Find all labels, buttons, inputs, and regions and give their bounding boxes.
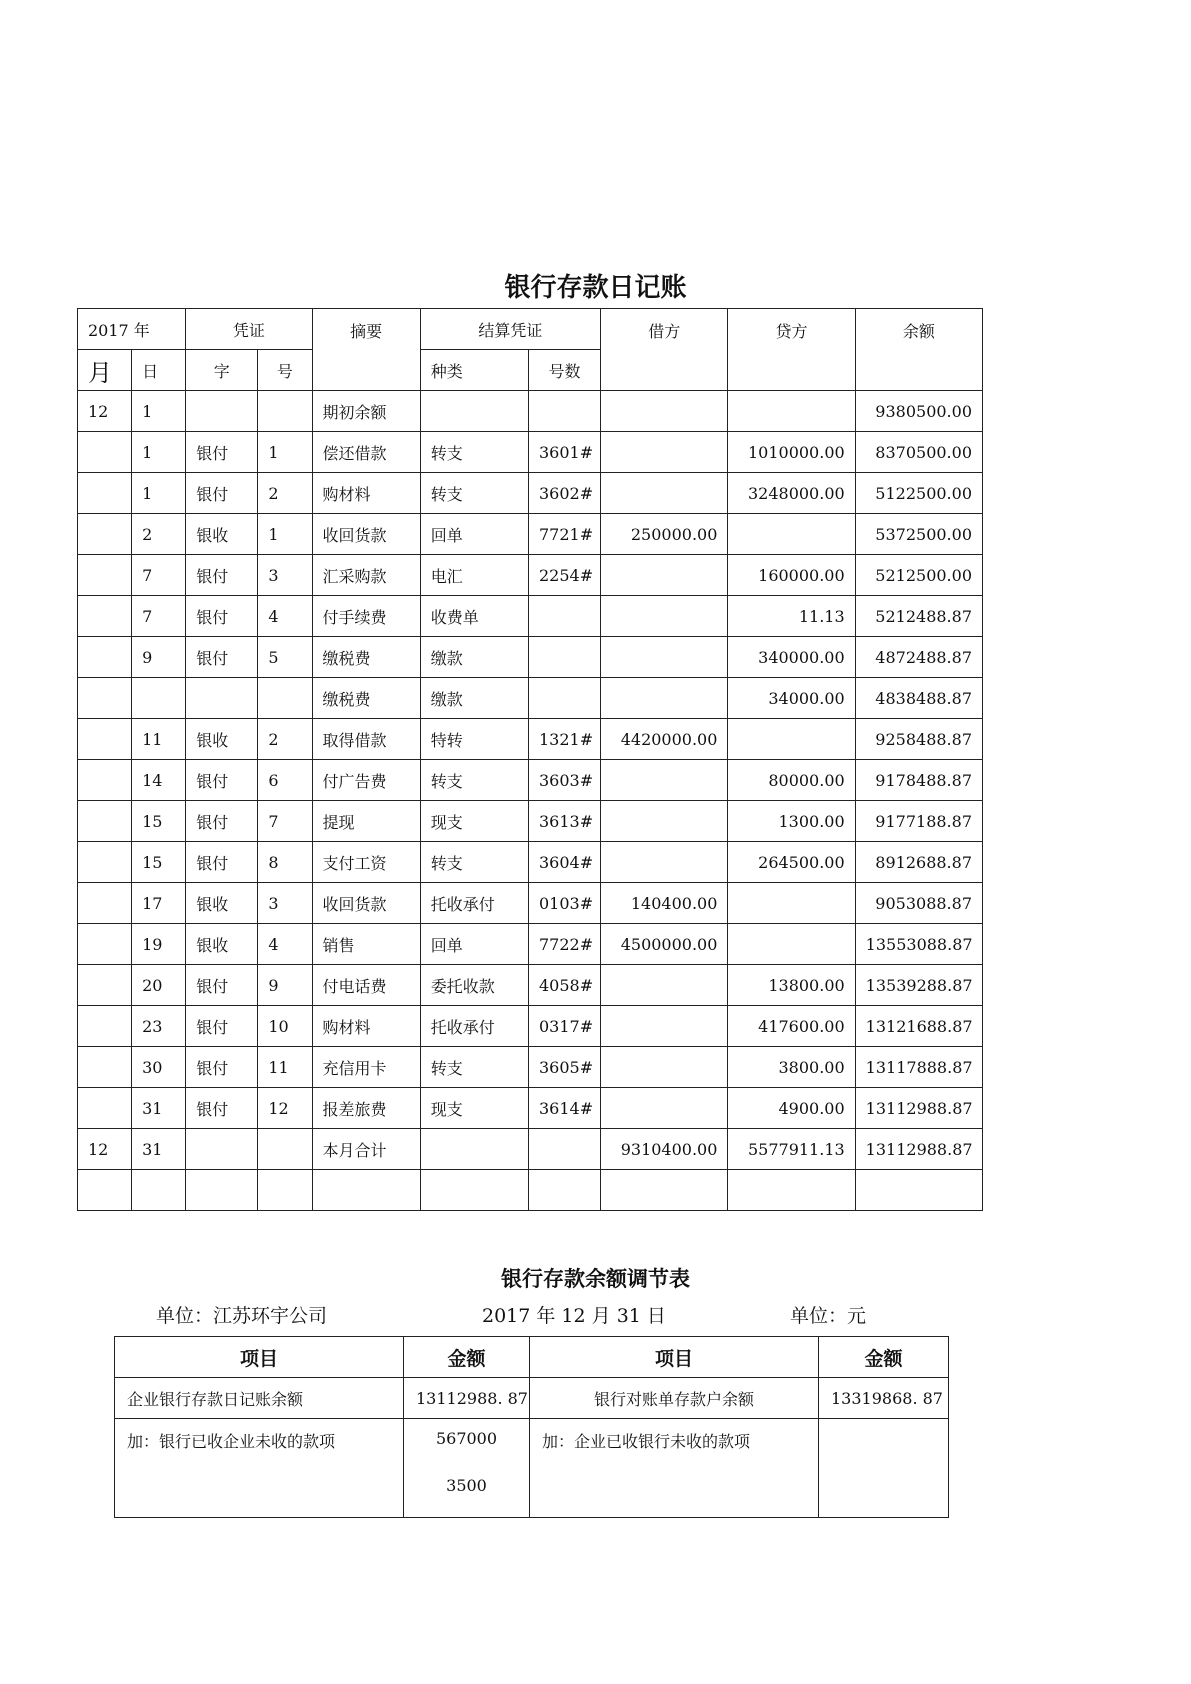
summary-header: 摘要 [312,309,420,391]
voucher-no-header: 号 [258,350,312,391]
credit-cell: 4900.00 [728,1088,855,1129]
credit-cell [728,924,855,965]
voucher-type-cell: 银收 [186,719,258,760]
balance-cell: 8370500.00 [855,432,982,473]
settlement-no-cell: 0317# [528,1006,600,1047]
voucher-type-cell: 银收 [186,514,258,555]
month-cell [78,924,132,965]
day-cell [132,1170,186,1211]
summary-cell: 付手续费 [312,596,420,637]
settlement-no-cell [528,1129,600,1170]
credit-cell [728,1170,855,1211]
summary-cell: 偿还借款 [312,432,420,473]
credit-cell [728,514,855,555]
credit-cell [728,883,855,924]
ledger-row [78,801,983,842]
ledger-row [78,1088,983,1129]
day-cell: 1 [132,432,186,473]
settlement-no-cell: 3602# [528,473,600,514]
settlement-kind-cell [420,391,528,432]
settlement-kind-cell [420,1129,528,1170]
day-cell [132,678,186,719]
month-cell [78,637,132,678]
bank-received-amounts [404,1419,530,1518]
settlement-no-cell: 3604# [528,842,600,883]
voucher-type-cell: 银收 [186,883,258,924]
voucher-no-cell: 1 [258,432,312,473]
ledger-header-row-1 [78,309,983,350]
debit-cell: 250000.00 [601,514,728,555]
statement-date: 2017 年 12 月 31 日 [482,1305,666,1327]
voucher-type-cell: 银收 [186,924,258,965]
voucher-type-cell: 银付 [186,965,258,1006]
summary-cell: 付电话费 [312,965,420,1006]
credit-header: 贷方 [728,309,855,391]
ledger-row [78,883,983,924]
debit-cell [601,555,728,596]
summary-cell: 销售 [312,924,420,965]
voucher-no-cell: 3 [258,883,312,924]
debit-cell [601,678,728,719]
voucher-no-cell: 5 [258,637,312,678]
voucher-type-header: 字 [186,350,258,391]
settlement-kind-cell: 现支 [420,801,528,842]
settlement-no-cell [528,596,600,637]
ledger-row [78,555,983,596]
summary-cell: 购材料 [312,473,420,514]
settlement-no-cell [528,1170,600,1211]
summary-cell: 购材料 [312,1006,420,1047]
ledger-row [78,760,983,801]
balance-cell: 9258488.87 [855,719,982,760]
voucher-no-cell [258,678,312,719]
summary-cell: 付广告费 [312,760,420,801]
debit-cell [601,473,728,514]
balance-cell: 5372500.00 [855,514,982,555]
voucher-header: 凭证 [186,309,312,350]
credit-cell [728,719,855,760]
balance-header: 余额 [855,309,982,391]
credit-cell: 80000.00 [728,760,855,801]
month-cell [78,678,132,719]
voucher-no-cell: 9 [258,965,312,1006]
settlement-kind-cell: 转支 [420,1047,528,1088]
day-header: 日 [132,350,186,391]
day-cell: 19 [132,924,186,965]
debit-cell [601,1006,728,1047]
month-cell [78,596,132,637]
month-cell [78,719,132,760]
credit-cell: 3248000.00 [728,473,855,514]
month-cell: 12 [78,391,132,432]
settlement-kind-cell: 委托收款 [420,965,528,1006]
voucher-no-cell: 10 [258,1006,312,1047]
settlement-no-cell: 4058# [528,965,600,1006]
summary-cell: 提现 [312,801,420,842]
settlement-no-cell: 3605# [528,1047,600,1088]
day-cell: 7 [132,555,186,596]
settlement-no-cell: 1321# [528,719,600,760]
book-balance-label: 企业银行存款日记账余额 [115,1378,404,1419]
balance-cell: 13117888.87 [855,1047,982,1088]
credit-cell: 160000.00 [728,555,855,596]
month-cell [78,1006,132,1047]
summary-cell: 汇采购款 [312,555,420,596]
settlement-no-cell [528,391,600,432]
ledger-row [78,596,983,637]
reconciliation-row-balances [115,1378,949,1419]
settlement-kind-cell: 缴款 [420,637,528,678]
settlement-kind-cell: 现支 [420,1088,528,1129]
balance-cell: 4838488.87 [855,678,982,719]
credit-cell: 3800.00 [728,1047,855,1088]
company-received-label: 加：企业已收银行未收的款项 [530,1419,819,1518]
day-cell: 2 [132,514,186,555]
settlement-kind-cell [420,1170,528,1211]
debit-cell [601,1047,728,1088]
ledger-row [78,432,983,473]
balance-cell: 8912688.87 [855,842,982,883]
credit-cell: 1300.00 [728,801,855,842]
day-cell: 17 [132,883,186,924]
settlement-kind-cell: 缴款 [420,678,528,719]
ledger-row [78,391,983,432]
settlement-kind-cell: 收费单 [420,596,528,637]
balance-cell [855,1170,982,1211]
balance-cell: 4872488.87 [855,637,982,678]
credit-cell: 13800.00 [728,965,855,1006]
book-balance-amount: 13112988. 87 [404,1378,530,1419]
settlement-kind-cell: 转支 [420,432,528,473]
credit-cell [728,391,855,432]
day-cell: 31 [132,1088,186,1129]
balance-cell: 9177188.87 [855,801,982,842]
reconciliation-title: 银行存款余额调节表 [501,1267,690,1291]
settlement-no-cell: 0103# [528,883,600,924]
balance-cell: 9380500.00 [855,391,982,432]
ledger-title: 银行存款日记账 [504,273,687,303]
amount-header-left: 金额 [404,1337,530,1378]
ledger-row [78,473,983,514]
balance-cell: 5122500.00 [855,473,982,514]
month-cell [78,473,132,514]
voucher-no-cell: 8 [258,842,312,883]
balance-cell: 13539288.87 [855,965,982,1006]
reconciliation-row-adjustments [115,1419,949,1518]
day-cell: 9 [132,637,186,678]
debit-cell [601,760,728,801]
day-cell: 14 [132,760,186,801]
debit-cell [601,1088,728,1129]
debit-cell [601,965,728,1006]
credit-cell: 1010000.00 [728,432,855,473]
settlement-kind-cell: 转支 [420,760,528,801]
summary-cell: 取得借款 [312,719,420,760]
summary-cell: 支付工资 [312,842,420,883]
month-cell [78,432,132,473]
summary-cell: 期初余额 [312,391,420,432]
balance-cell: 13112988.87 [855,1088,982,1129]
ledger-row [78,1129,983,1170]
summary-cell: 报差旅费 [312,1088,420,1129]
debit-cell [601,842,728,883]
day-cell: 31 [132,1129,186,1170]
credit-cell: 11.13 [728,596,855,637]
year-header: 2017 年 [78,309,186,350]
voucher-no-cell: 4 [258,596,312,637]
credit-cell: 340000.00 [728,637,855,678]
voucher-no-cell: 2 [258,473,312,514]
voucher-type-cell: 银付 [186,432,258,473]
summary-cell [312,1170,420,1211]
month-cell [78,1170,132,1211]
voucher-type-cell: 银付 [186,1006,258,1047]
day-cell: 23 [132,1006,186,1047]
voucher-type-cell [186,1129,258,1170]
voucher-no-cell [258,1129,312,1170]
voucher-type-cell [186,391,258,432]
ledger-row [78,719,983,760]
debit-cell [601,1170,728,1211]
day-cell: 15 [132,801,186,842]
day-cell: 30 [132,1047,186,1088]
settlement-no-cell: 7722# [528,924,600,965]
day-cell: 7 [132,596,186,637]
settlement-kind-cell: 转支 [420,842,528,883]
debit-cell [601,391,728,432]
bank-received-label: 加：银行已收企业未收的款项 [115,1419,404,1518]
item-header-right: 项目 [530,1337,819,1378]
settlement-no-cell: 3603# [528,760,600,801]
voucher-type-cell: 银付 [186,842,258,883]
settlement-no-cell: 3601# [528,432,600,473]
settlement-kind-header: 种类 [420,350,528,391]
debit-cell [601,637,728,678]
balance-cell: 5212500.00 [855,555,982,596]
voucher-type-cell [186,678,258,719]
settlement-kind-cell: 转支 [420,473,528,514]
settlement-header: 结算凭证 [420,309,600,350]
voucher-type-cell: 银付 [186,555,258,596]
ledger-row [78,842,983,883]
settlement-no-cell: 2254# [528,555,600,596]
voucher-type-cell: 银付 [186,760,258,801]
ledger-row [78,924,983,965]
debit-cell: 140400.00 [601,883,728,924]
balance-cell: 13112988.87 [855,1129,982,1170]
unit-company: 单位：江苏环宇公司 [156,1305,328,1327]
credit-cell: 34000.00 [728,678,855,719]
ledger-row [78,1170,983,1211]
ledger-row [78,965,983,1006]
debit-cell: 4420000.00 [601,719,728,760]
month-cell [78,1047,132,1088]
day-cell: 11 [132,719,186,760]
credit-cell: 264500.00 [728,842,855,883]
summary-cell: 本月合计 [312,1129,420,1170]
bank-received-amount-1: 567000 [435,1429,498,1448]
day-cell: 20 [132,965,186,1006]
item-header-left: 项目 [115,1337,404,1378]
month-cell [78,555,132,596]
debit-cell [601,801,728,842]
balance-cell: 13553088.87 [855,924,982,965]
ledger-row [78,1006,983,1047]
balance-cell: 9053088.87 [855,883,982,924]
month-cell [78,883,132,924]
settlement-kind-cell: 特转 [420,719,528,760]
reconciliation-table [114,1336,949,1518]
debit-header: 借方 [601,309,728,391]
voucher-no-cell: 12 [258,1088,312,1129]
settlement-kind-cell: 回单 [420,514,528,555]
month-cell: 12 [78,1129,132,1170]
bank-received-amount-2: 3500 [446,1476,487,1495]
bank-balance-label: 银行对账单存款户余额 [530,1378,819,1419]
credit-cell: 5577911.13 [728,1129,855,1170]
ledger-row [78,637,983,678]
summary-cell: 缴税费 [312,678,420,719]
debit-cell [601,432,728,473]
voucher-type-cell: 银付 [186,473,258,514]
voucher-no-cell: 3 [258,555,312,596]
bank-balance-amount: 13319868. 87 [819,1378,949,1419]
month-cell [78,842,132,883]
month-cell [78,965,132,1006]
summary-cell: 充信用卡 [312,1047,420,1088]
voucher-type-cell: 银付 [186,1047,258,1088]
balance-cell: 9178488.87 [855,760,982,801]
settlement-no-cell: 7721# [528,514,600,555]
reconciliation-header-row [115,1337,949,1378]
day-cell: 1 [132,391,186,432]
settlement-kind-cell: 回单 [420,924,528,965]
month-cell [78,1088,132,1129]
voucher-no-cell: 11 [258,1047,312,1088]
settlement-no-header: 号数 [528,350,600,391]
company-received-amount [819,1419,949,1518]
settlement-no-cell [528,637,600,678]
summary-cell: 收回货款 [312,883,420,924]
voucher-type-cell: 银付 [186,801,258,842]
balance-cell: 5212488.87 [855,596,982,637]
settlement-kind-cell: 托收承付 [420,883,528,924]
settlement-no-cell [528,678,600,719]
voucher-type-cell [186,1170,258,1211]
voucher-type-cell: 银付 [186,637,258,678]
day-cell: 1 [132,473,186,514]
amount-header-right: 金额 [819,1337,949,1378]
voucher-no-cell [258,1170,312,1211]
voucher-no-cell: 1 [258,514,312,555]
voucher-no-cell: 7 [258,801,312,842]
credit-cell: 417600.00 [728,1006,855,1047]
settlement-no-cell: 3613# [528,801,600,842]
summary-cell: 缴税费 [312,637,420,678]
summary-cell: 收回货款 [312,514,420,555]
debit-cell: 4500000.00 [601,924,728,965]
month-cell [78,801,132,842]
bank-deposit-journal-table [77,308,983,1211]
debit-cell: 9310400.00 [601,1129,728,1170]
voucher-no-cell [258,391,312,432]
ledger-row [78,1047,983,1088]
day-cell: 15 [132,842,186,883]
unit-currency: 单位：元 [790,1305,867,1327]
ledger-row [78,514,983,555]
debit-cell [601,596,728,637]
ledger-row [78,678,983,719]
month-cell [78,760,132,801]
voucher-type-cell: 银付 [186,596,258,637]
voucher-type-cell: 银付 [186,1088,258,1129]
settlement-kind-cell: 电汇 [420,555,528,596]
balance-cell: 13121688.87 [855,1006,982,1047]
month-header: 月 [78,350,132,391]
voucher-no-cell: 6 [258,760,312,801]
settlement-no-cell: 3614# [528,1088,600,1129]
settlement-kind-cell: 托收承付 [420,1006,528,1047]
month-cell [78,514,132,555]
voucher-no-cell: 4 [258,924,312,965]
voucher-no-cell: 2 [258,719,312,760]
